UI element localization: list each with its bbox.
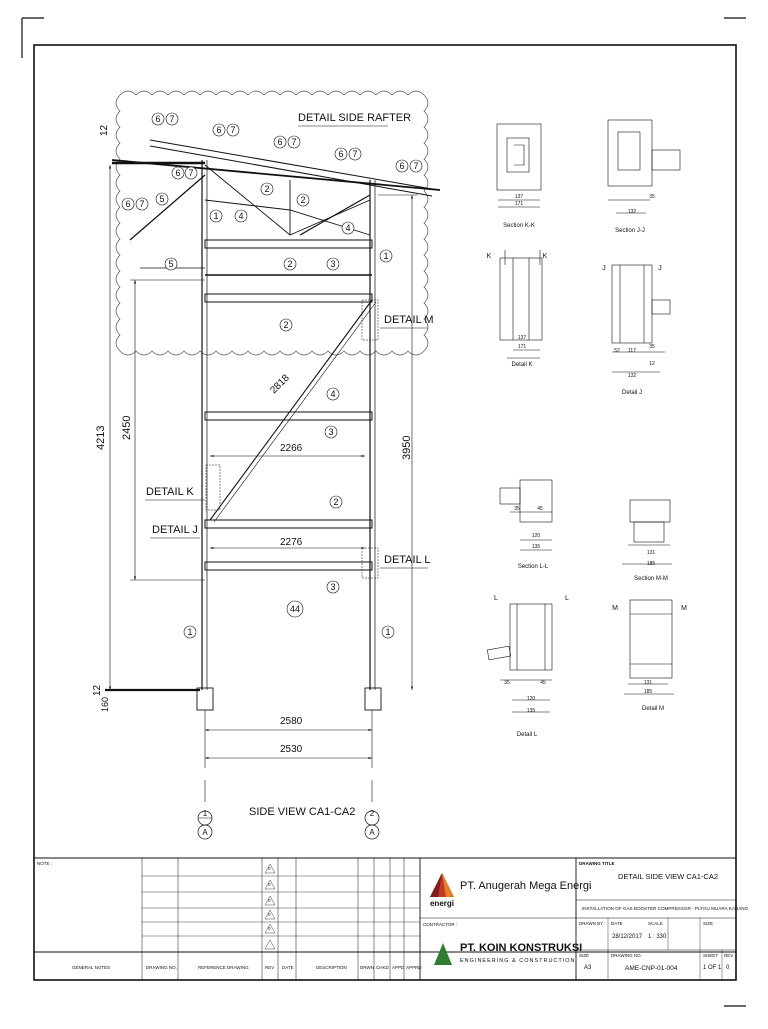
drawing-no-label: DRAWING NO. [611, 953, 642, 958]
svg-text:7: 7 [413, 161, 419, 171]
svg-text:120: 120 [526, 696, 536, 702]
svg-text:35: 35 [649, 344, 655, 350]
rev-mark: 0 [268, 866, 271, 871]
header-apprd: APPRD [406, 965, 422, 970]
tag-7 [136, 198, 148, 210]
svg-text:2: 2 [300, 195, 306, 205]
header-reference-drawing: REFERENCE DRAWING [198, 965, 249, 970]
tag-2 [297, 194, 309, 206]
dim-4213: 4213 [95, 425, 107, 450]
dim-2580: 2580 [280, 716, 303, 727]
svg-text:5: 5 [159, 194, 165, 204]
label-detail-l: Detail L [516, 732, 538, 738]
svg-text:131: 131 [646, 550, 656, 556]
revision-cloud [116, 91, 428, 355]
rev-mark: 0 [268, 882, 271, 887]
tag-44 [287, 601, 303, 617]
tag-3 [327, 581, 339, 593]
dim-2450: 2450 [121, 415, 133, 440]
sheet-label: SHEET [703, 953, 719, 958]
svg-text:185: 185 [643, 689, 653, 695]
tag-4 [327, 388, 339, 400]
svg-text:6: 6 [277, 137, 283, 147]
dim-3950: 3950 [401, 435, 413, 460]
label-detail-j: Detail J [621, 390, 643, 396]
drawn-by-label: DRAWN BY : [579, 921, 606, 926]
sheet-value: 1 OF 1 [703, 965, 722, 971]
svg-text:1: 1 [383, 251, 389, 261]
size-value: A3 [584, 965, 592, 971]
contractor-name: PT. KOIN KONSTRUKSI [460, 942, 583, 954]
svg-text:131: 131 [643, 680, 653, 686]
dim-bottom-12: 12 [92, 684, 103, 696]
tag-5 [165, 258, 177, 270]
tag-4 [235, 210, 247, 222]
label-section-kk: Section K-K [503, 223, 535, 229]
grid-bubble-1 [198, 809, 212, 839]
tag-7 [166, 113, 178, 125]
svg-text:7: 7 [291, 137, 297, 147]
dim-top-12: 12 [99, 124, 110, 136]
tag-7 [227, 124, 239, 136]
header-appd: APPD [392, 965, 405, 970]
tag-1 [382, 626, 394, 638]
drawing-title: DETAIL SIDE VIEW CA1-CA2 [618, 872, 719, 881]
callout-leaders [145, 126, 431, 568]
svg-text:2: 2 [283, 320, 289, 330]
contractor-logo-icon [432, 941, 454, 967]
svg-text:1: 1 [202, 809, 208, 818]
svg-text:7: 7 [230, 125, 236, 135]
svg-text:35: 35 [504, 680, 510, 686]
svg-text:35: 35 [649, 194, 655, 200]
tag-2 [330, 496, 342, 508]
svg-text:171: 171 [517, 344, 527, 350]
svg-text:135: 135 [531, 544, 541, 550]
detail-views [487, 120, 680, 712]
svg-text:3: 3 [328, 427, 334, 437]
svg-text:117: 117 [628, 348, 636, 354]
scale-label: SCALE [648, 921, 663, 926]
svg-text:132: 132 [627, 373, 637, 379]
svg-text:3: 3 [330, 259, 336, 269]
tag-6 [213, 124, 225, 136]
svg-text:35: 35 [514, 506, 520, 512]
dim-160: 160 [100, 696, 110, 712]
tag-7 [410, 160, 422, 172]
svg-text:6: 6 [338, 149, 344, 159]
main-labels [92, 112, 434, 818]
svg-text:45: 45 [537, 506, 543, 512]
svg-text:137: 137 [517, 335, 527, 341]
project-title: INSTALLATION OF GAS BOOSTER COMPRESSOR - PLTGU MUARA KARANG [582, 906, 749, 911]
section-jj [608, 120, 680, 213]
rev-mark: 0 [268, 926, 271, 931]
svg-text:4: 4 [345, 223, 351, 233]
tag-6 [274, 136, 286, 148]
tag-6 [335, 148, 347, 160]
svg-text:7: 7 [169, 114, 175, 124]
date-label: DATE [611, 921, 623, 926]
svg-text:185: 185 [646, 561, 656, 567]
label-section-jj: Section J-J [615, 228, 645, 234]
tag-7 [349, 148, 361, 160]
dim-2818: 2818 [268, 372, 292, 397]
svg-text:M: M [612, 605, 618, 612]
tag-6 [122, 198, 134, 210]
tag-2 [261, 183, 273, 195]
dim-2266: 2266 [280, 443, 303, 454]
svg-text:44: 44 [289, 604, 301, 614]
tag-7 [288, 136, 300, 148]
dim-2276: 2276 [280, 537, 303, 548]
tag-2 [284, 258, 296, 270]
svg-text:L: L [565, 595, 569, 602]
svg-text:J: J [602, 265, 606, 272]
tag-7 [185, 167, 197, 179]
svg-text:2: 2 [369, 809, 375, 818]
svg-text:3: 3 [330, 582, 336, 592]
contractor-label: CONTRACTOR : [423, 922, 458, 927]
rafter-detail-label: DETAIL SIDE RAFTER [298, 112, 412, 124]
rev-mark: 0 [268, 912, 271, 917]
tag-3 [325, 426, 337, 438]
callout-detail-j: DETAIL J [152, 524, 198, 536]
header-general-notes: GENERAL NOTES [72, 965, 111, 970]
tag-1 [210, 210, 222, 222]
svg-text:171: 171 [514, 201, 524, 207]
svg-text:135: 135 [526, 708, 536, 714]
note-label: NOTE : [37, 861, 53, 866]
contractor-subtitle: ENGINEERING & CONSTRUCTION [460, 958, 576, 964]
callout-detail-k: DETAIL K [146, 486, 194, 498]
svg-text:A: A [369, 828, 375, 837]
label-section-ll: Section L-L [517, 564, 549, 570]
svg-text:6: 6 [216, 125, 222, 135]
scale-value: 1 : 330 [648, 934, 667, 940]
svg-text:137: 137 [514, 194, 524, 200]
svg-text:L: L [494, 595, 498, 602]
svg-text:1: 1 [213, 211, 219, 221]
callout-detail-m: DETAIL M [384, 314, 434, 326]
tag-5 [156, 193, 168, 205]
owner-logo-icon [428, 869, 456, 909]
header-drwn: DRWN [360, 965, 374, 970]
section-ll [500, 480, 552, 550]
date-value: 28/12/2017 [612, 934, 643, 940]
owner-logo-text: energi [429, 899, 455, 908]
drawing-title-label: DRAWING TITLE [579, 861, 615, 866]
tag-3 [327, 258, 339, 270]
tag-4 [342, 222, 354, 234]
tag-1 [380, 250, 392, 262]
svg-text:52: 52 [614, 348, 620, 354]
detail-k [500, 250, 542, 358]
svg-text:5: 5 [168, 259, 174, 269]
svg-text:2: 2 [287, 259, 293, 269]
svg-text:120: 120 [531, 533, 541, 539]
grid-bubble-2 [365, 809, 379, 839]
svg-text:J: J [658, 265, 662, 272]
svg-text:7: 7 [139, 199, 145, 209]
svg-text:2: 2 [333, 497, 339, 507]
view-title: SIDE VIEW CA1-CA2 [249, 806, 356, 818]
svg-text:6: 6 [125, 199, 131, 209]
label-section-mm: Section M-M [634, 576, 668, 582]
rev-label: REV [724, 953, 734, 958]
size-label: SIZE [703, 921, 714, 926]
rev-mark: 0 [268, 898, 271, 903]
svg-text:132: 132 [627, 209, 637, 215]
rev-value: 0 [726, 965, 730, 971]
svg-text:7: 7 [352, 149, 358, 159]
size-label-bottom: SIZE [579, 953, 590, 958]
svg-text:K: K [542, 253, 548, 260]
svg-text:1: 1 [187, 627, 193, 637]
svg-text:6: 6 [155, 114, 161, 124]
tag-2 [280, 319, 292, 331]
tag-6 [152, 113, 164, 125]
label-detail-k: Detail K [511, 362, 533, 368]
member-tags [122, 113, 422, 638]
svg-text:45: 45 [540, 680, 546, 686]
svg-text:1: 1 [385, 627, 391, 637]
header-drawing-no: DRAWING NO. [146, 965, 177, 970]
svg-text:K: K [486, 253, 492, 260]
label-detail-m: Detail M [641, 706, 665, 712]
svg-text:6: 6 [175, 168, 181, 178]
svg-text:A: A [202, 828, 208, 837]
tag-6 [172, 167, 184, 179]
svg-text:M: M [681, 605, 687, 612]
header-description: DESCRIPTION [316, 965, 347, 970]
callout-detail-l: DETAIL L [384, 554, 431, 566]
detail-j [612, 265, 670, 372]
svg-text:6: 6 [399, 161, 405, 171]
owner-name: PT. Anugerah Mega Energi [460, 880, 592, 892]
detail-l [487, 604, 552, 712]
svg-text:4: 4 [238, 211, 244, 221]
dimension-lines [110, 165, 418, 802]
tag-6 [396, 160, 408, 172]
header-chkd: CHKD [376, 965, 389, 970]
svg-text:7: 7 [188, 168, 194, 178]
header-date: DATE [282, 965, 294, 970]
svg-text:12: 12 [649, 361, 655, 367]
header-rev: REV [265, 965, 275, 970]
dim-2530: 2530 [280, 744, 303, 755]
svg-text:2: 2 [264, 184, 270, 194]
side-view-structure [105, 140, 440, 710]
tag-1 [184, 626, 196, 638]
svg-text:4: 4 [330, 389, 336, 399]
drawing-no-value: AME-CNP-01-004 [625, 965, 678, 972]
